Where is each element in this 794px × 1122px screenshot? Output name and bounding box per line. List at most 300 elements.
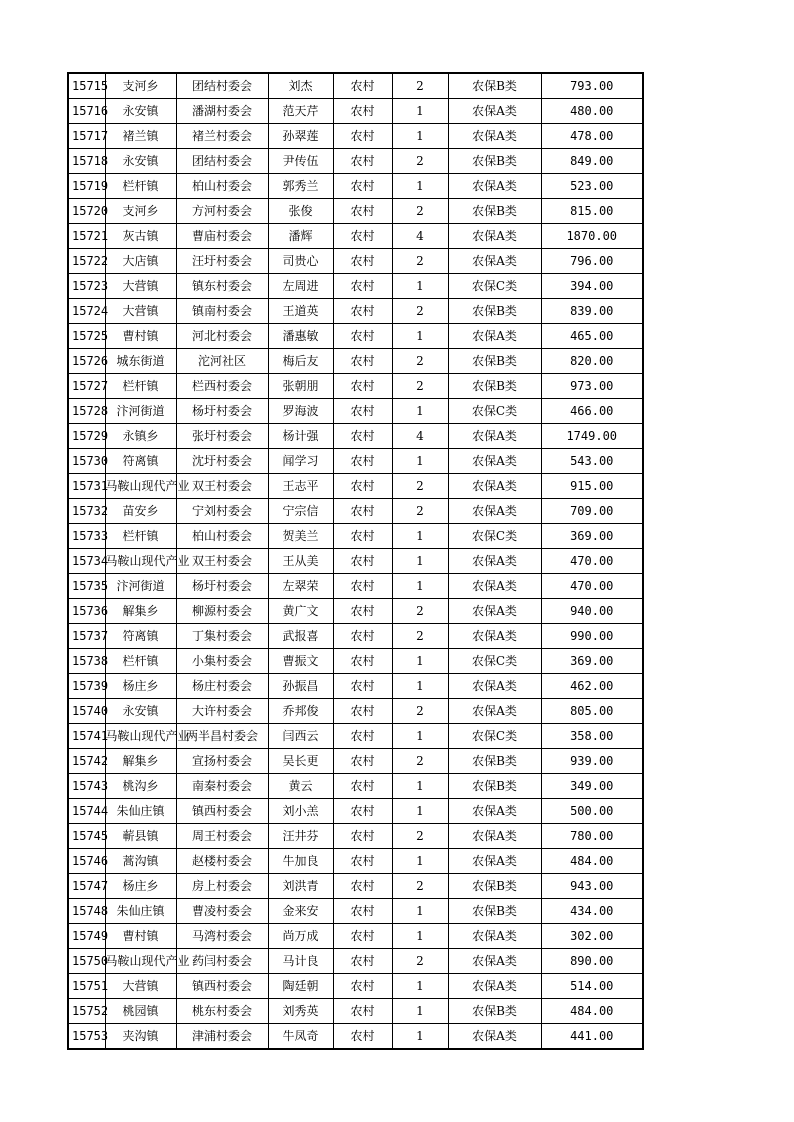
category-cell: 农保A类 (448, 699, 541, 724)
area-type-cell: 农村 (333, 73, 392, 99)
name-cell: 武报喜 (268, 624, 333, 649)
row-number: 15718 (68, 149, 105, 174)
household-size-cell: 2 (392, 299, 448, 324)
area-type-cell: 农村 (333, 699, 392, 724)
area-type-cell: 农村 (333, 774, 392, 799)
household-size-cell: 1 (392, 999, 448, 1024)
area-type-cell: 农村 (333, 849, 392, 874)
town-cell: 汴河街道 (105, 399, 176, 424)
table-row (68, 274, 643, 299)
village-cell: 柏山村委会 (176, 524, 268, 549)
household-size-cell: 2 (392, 624, 448, 649)
row-number: 15735 (68, 574, 105, 599)
table-row (68, 899, 643, 924)
village-cell: 团结村委会 (176, 149, 268, 174)
table-row (68, 99, 643, 124)
amount-cell: 943.00 (541, 874, 643, 899)
name-cell: 潘惠敏 (268, 324, 333, 349)
household-size-cell: 1 (392, 899, 448, 924)
name-cell: 孙振昌 (268, 674, 333, 699)
name-cell: 陶廷朝 (268, 974, 333, 999)
category-cell: 农保B类 (448, 299, 541, 324)
table-row (68, 424, 643, 449)
name-cell: 左翠荣 (268, 574, 333, 599)
town-cell: 褚兰镇 (105, 124, 176, 149)
village-cell: 沱河社区 (176, 349, 268, 374)
household-size-cell: 1 (392, 99, 448, 124)
row-number: 15728 (68, 399, 105, 424)
amount-cell: 815.00 (541, 199, 643, 224)
village-cell: 丁集村委会 (176, 624, 268, 649)
category-cell: 农保C类 (448, 524, 541, 549)
category-cell: 农保B类 (448, 874, 541, 899)
amount-cell: 349.00 (541, 774, 643, 799)
town-cell: 夹沟镇 (105, 1024, 176, 1050)
household-size-cell: 1 (392, 724, 448, 749)
household-size-cell: 2 (392, 73, 448, 99)
village-cell: 宣扬村委会 (176, 749, 268, 774)
table-row (68, 624, 643, 649)
table-row (68, 849, 643, 874)
row-number: 15745 (68, 824, 105, 849)
category-cell: 农保A类 (448, 574, 541, 599)
town-cell: 朱仙庄镇 (105, 799, 176, 824)
village-cell: 马湾村委会 (176, 924, 268, 949)
town-cell: 朱仙庄镇 (105, 899, 176, 924)
town-cell: 灰古镇 (105, 224, 176, 249)
row-number: 15717 (68, 124, 105, 149)
village-cell: 南秦村委会 (176, 774, 268, 799)
row-number: 15738 (68, 649, 105, 674)
town-cell: 汴河街道 (105, 574, 176, 599)
area-type-cell: 农村 (333, 599, 392, 624)
name-cell: 闫西云 (268, 724, 333, 749)
row-number: 15716 (68, 99, 105, 124)
amount-cell: 805.00 (541, 699, 643, 724)
household-size-cell: 2 (392, 349, 448, 374)
area-type-cell: 农村 (333, 399, 392, 424)
table-row (68, 574, 643, 599)
village-cell: 柳源村委会 (176, 599, 268, 624)
category-cell: 农保A类 (448, 824, 541, 849)
category-cell: 农保B类 (448, 749, 541, 774)
table-row (68, 299, 643, 324)
row-number: 15741 (68, 724, 105, 749)
area-type-cell: 农村 (333, 449, 392, 474)
table-row (68, 724, 643, 749)
name-cell: 王道英 (268, 299, 333, 324)
amount-cell: 500.00 (541, 799, 643, 824)
town-cell: 解集乡 (105, 599, 176, 624)
household-size-cell: 2 (392, 149, 448, 174)
row-number: 15742 (68, 749, 105, 774)
household-size-cell: 1 (392, 674, 448, 699)
amount-cell: 484.00 (541, 849, 643, 874)
town-cell: 桃园镇 (105, 999, 176, 1024)
town-cell: 永安镇 (105, 699, 176, 724)
table-row (68, 324, 643, 349)
category-cell: 农保A类 (448, 99, 541, 124)
village-cell: 药闫村委会 (176, 949, 268, 974)
row-number: 15723 (68, 274, 105, 299)
household-size-cell: 1 (392, 549, 448, 574)
row-number: 15725 (68, 324, 105, 349)
household-size-cell: 2 (392, 599, 448, 624)
category-cell: 农保B类 (448, 774, 541, 799)
name-cell: 牛凤奇 (268, 1024, 333, 1050)
area-type-cell: 农村 (333, 649, 392, 674)
name-cell: 刘秀英 (268, 999, 333, 1024)
name-cell: 尹传伍 (268, 149, 333, 174)
town-cell: 永镇乡 (105, 424, 176, 449)
name-cell: 曹振文 (268, 649, 333, 674)
name-cell: 左周进 (268, 274, 333, 299)
town-cell: 桃沟乡 (105, 774, 176, 799)
row-number: 15732 (68, 499, 105, 524)
category-cell: 农保A类 (448, 1024, 541, 1050)
area-type-cell: 农村 (333, 299, 392, 324)
area-type-cell: 农村 (333, 224, 392, 249)
table-row (68, 374, 643, 399)
town-cell: 马鞍山现代产业 (105, 724, 176, 749)
town-cell: 大营镇 (105, 299, 176, 324)
household-size-cell: 2 (392, 949, 448, 974)
name-cell: 吴长更 (268, 749, 333, 774)
table-row (68, 749, 643, 774)
table-row (68, 799, 643, 824)
row-number: 15748 (68, 899, 105, 924)
town-cell: 栏杆镇 (105, 649, 176, 674)
household-size-cell: 2 (392, 874, 448, 899)
name-cell: 黄广文 (268, 599, 333, 624)
area-type-cell: 农村 (333, 274, 392, 299)
table-row (68, 774, 643, 799)
name-cell: 刘小羔 (268, 799, 333, 824)
household-size-cell: 1 (392, 274, 448, 299)
name-cell: 郭秀兰 (268, 174, 333, 199)
table-row (68, 149, 643, 174)
village-cell: 栏西村委会 (176, 374, 268, 399)
table-row (68, 824, 643, 849)
table-row (68, 974, 643, 999)
table-row (68, 524, 643, 549)
village-cell: 宁刘村委会 (176, 499, 268, 524)
name-cell: 张俊 (268, 199, 333, 224)
town-cell: 城东街道 (105, 349, 176, 374)
name-cell: 乔邦俊 (268, 699, 333, 724)
amount-cell: 543.00 (541, 449, 643, 474)
amount-cell: 890.00 (541, 949, 643, 974)
area-type-cell: 农村 (333, 249, 392, 274)
household-size-cell: 1 (392, 399, 448, 424)
amount-cell: 394.00 (541, 274, 643, 299)
household-size-cell: 2 (392, 499, 448, 524)
name-cell: 刘洪青 (268, 874, 333, 899)
table-row (68, 599, 643, 624)
town-cell: 大店镇 (105, 249, 176, 274)
area-type-cell: 农村 (333, 949, 392, 974)
name-cell: 孙翠莲 (268, 124, 333, 149)
village-cell: 杨庄村委会 (176, 674, 268, 699)
area-type-cell: 农村 (333, 749, 392, 774)
village-cell: 汪圩村委会 (176, 249, 268, 274)
category-cell: 农保A类 (448, 974, 541, 999)
household-size-cell: 1 (392, 649, 448, 674)
household-size-cell: 1 (392, 849, 448, 874)
category-cell: 农保A类 (448, 549, 541, 574)
village-cell: 赵楼村委会 (176, 849, 268, 874)
household-size-cell: 2 (392, 374, 448, 399)
row-number: 15752 (68, 999, 105, 1024)
table-row (68, 399, 643, 424)
category-cell: 农保A类 (448, 474, 541, 499)
category-cell: 农保B类 (448, 899, 541, 924)
category-cell: 农保A类 (448, 249, 541, 274)
town-cell: 曹村镇 (105, 924, 176, 949)
amount-cell: 462.00 (541, 674, 643, 699)
category-cell: 农保A类 (448, 224, 541, 249)
town-cell: 大营镇 (105, 274, 176, 299)
table-row (68, 1024, 643, 1050)
row-number: 15730 (68, 449, 105, 474)
village-cell: 双王村委会 (176, 549, 268, 574)
village-cell: 张圩村委会 (176, 424, 268, 449)
row-number: 15729 (68, 424, 105, 449)
category-cell: 农保A类 (448, 324, 541, 349)
amount-cell: 441.00 (541, 1024, 643, 1050)
category-cell: 农保A类 (448, 599, 541, 624)
area-type-cell: 农村 (333, 999, 392, 1024)
amount-cell: 1749.00 (541, 424, 643, 449)
area-type-cell: 农村 (333, 799, 392, 824)
row-number: 15719 (68, 174, 105, 199)
row-number: 15740 (68, 699, 105, 724)
amount-cell: 434.00 (541, 899, 643, 924)
category-cell: 农保A类 (448, 424, 541, 449)
amount-cell: 939.00 (541, 749, 643, 774)
household-size-cell: 1 (392, 974, 448, 999)
name-cell: 马计良 (268, 949, 333, 974)
household-size-cell: 1 (392, 774, 448, 799)
row-number: 15722 (68, 249, 105, 274)
name-cell: 金来安 (268, 899, 333, 924)
name-cell: 潘辉 (268, 224, 333, 249)
table-row (68, 224, 643, 249)
amount-cell: 369.00 (541, 524, 643, 549)
name-cell: 司贵心 (268, 249, 333, 274)
name-cell: 闻学习 (268, 449, 333, 474)
town-cell: 解集乡 (105, 749, 176, 774)
area-type-cell: 农村 (333, 899, 392, 924)
household-size-cell: 2 (392, 749, 448, 774)
amount-cell: 523.00 (541, 174, 643, 199)
area-type-cell: 农村 (333, 474, 392, 499)
row-number: 15750 (68, 949, 105, 974)
category-cell: 农保A类 (448, 849, 541, 874)
name-cell: 宁宗信 (268, 499, 333, 524)
category-cell: 农保B类 (448, 149, 541, 174)
row-number: 15746 (68, 849, 105, 874)
village-cell: 杨圩村委会 (176, 399, 268, 424)
row-number: 15733 (68, 524, 105, 549)
area-type-cell: 农村 (333, 574, 392, 599)
village-cell: 曹凌村委会 (176, 899, 268, 924)
town-cell: 支河乡 (105, 199, 176, 224)
amount-cell: 514.00 (541, 974, 643, 999)
category-cell: 农保C类 (448, 399, 541, 424)
area-type-cell: 农村 (333, 324, 392, 349)
area-type-cell: 农村 (333, 724, 392, 749)
row-number: 15744 (68, 799, 105, 824)
table-body (68, 73, 643, 1049)
name-cell: 王志平 (268, 474, 333, 499)
household-size-cell: 2 (392, 699, 448, 724)
area-type-cell: 农村 (333, 674, 392, 699)
name-cell: 范天芹 (268, 99, 333, 124)
area-type-cell: 农村 (333, 549, 392, 574)
town-cell: 马鞍山现代产业 (105, 474, 176, 499)
table-row (68, 549, 643, 574)
amount-cell: 470.00 (541, 574, 643, 599)
village-cell: 镇南村委会 (176, 299, 268, 324)
row-number: 15715 (68, 73, 105, 99)
town-cell: 栏杆镇 (105, 174, 176, 199)
amount-cell: 470.00 (541, 549, 643, 574)
town-cell: 大营镇 (105, 974, 176, 999)
table-row (68, 249, 643, 274)
category-cell: 农保A类 (448, 449, 541, 474)
area-type-cell: 农村 (333, 924, 392, 949)
table-row (68, 474, 643, 499)
category-cell: 农保C类 (448, 724, 541, 749)
name-cell: 杨计强 (268, 424, 333, 449)
category-cell: 农保A类 (448, 174, 541, 199)
area-type-cell: 农村 (333, 199, 392, 224)
amount-cell: 466.00 (541, 399, 643, 424)
amount-cell: 849.00 (541, 149, 643, 174)
town-cell: 符离镇 (105, 624, 176, 649)
village-cell: 杨圩村委会 (176, 574, 268, 599)
table-row (68, 349, 643, 374)
table-row (68, 674, 643, 699)
village-cell: 房上村委会 (176, 874, 268, 899)
category-cell: 农保C类 (448, 649, 541, 674)
town-cell: 马鞍山现代产业 (105, 549, 176, 574)
table-row (68, 649, 643, 674)
row-number: 15724 (68, 299, 105, 324)
household-size-cell: 2 (392, 824, 448, 849)
name-cell: 贺美兰 (268, 524, 333, 549)
household-size-cell: 1 (392, 574, 448, 599)
village-cell: 柏山村委会 (176, 174, 268, 199)
category-cell: 农保B类 (448, 374, 541, 399)
name-cell: 汪井芬 (268, 824, 333, 849)
amount-cell: 358.00 (541, 724, 643, 749)
category-cell: 农保A类 (448, 624, 541, 649)
town-cell: 蕲县镇 (105, 824, 176, 849)
category-cell: 农保C类 (448, 274, 541, 299)
amount-cell: 793.00 (541, 73, 643, 99)
table-row (68, 699, 643, 724)
town-cell: 永安镇 (105, 149, 176, 174)
table-row (68, 949, 643, 974)
area-type-cell: 农村 (333, 374, 392, 399)
area-type-cell: 农村 (333, 424, 392, 449)
table-row (68, 874, 643, 899)
village-cell: 潘湖村委会 (176, 99, 268, 124)
table-row (68, 924, 643, 949)
household-size-cell: 1 (392, 924, 448, 949)
area-type-cell: 农村 (333, 149, 392, 174)
name-cell: 梅后友 (268, 349, 333, 374)
area-type-cell: 农村 (333, 1024, 392, 1050)
town-cell: 马鞍山现代产业 (105, 949, 176, 974)
row-number: 15721 (68, 224, 105, 249)
town-cell: 杨庄乡 (105, 874, 176, 899)
household-size-cell: 2 (392, 474, 448, 499)
name-cell: 牛加良 (268, 849, 333, 874)
table-row (68, 499, 643, 524)
category-cell: 农保B类 (448, 349, 541, 374)
village-cell: 双王村委会 (176, 474, 268, 499)
area-type-cell: 农村 (333, 349, 392, 374)
village-cell: 褚兰村委会 (176, 124, 268, 149)
town-cell: 栏杆镇 (105, 524, 176, 549)
town-cell: 栏杆镇 (105, 374, 176, 399)
village-cell: 镇西村委会 (176, 974, 268, 999)
village-cell: 两半昌村委会 (176, 724, 268, 749)
amount-cell: 480.00 (541, 99, 643, 124)
name-cell: 张朝朋 (268, 374, 333, 399)
table-row (68, 449, 643, 474)
village-cell: 大许村委会 (176, 699, 268, 724)
row-number: 15739 (68, 674, 105, 699)
row-number: 15751 (68, 974, 105, 999)
category-cell: 农保A类 (448, 499, 541, 524)
category-cell: 农保A类 (448, 674, 541, 699)
village-cell: 团结村委会 (176, 73, 268, 99)
village-cell: 周王村委会 (176, 824, 268, 849)
area-type-cell: 农村 (333, 99, 392, 124)
area-type-cell: 农村 (333, 499, 392, 524)
village-cell: 河北村委会 (176, 324, 268, 349)
town-cell: 曹村镇 (105, 324, 176, 349)
amount-cell: 465.00 (541, 324, 643, 349)
amount-cell: 940.00 (541, 599, 643, 624)
amount-cell: 990.00 (541, 624, 643, 649)
village-cell: 方河村委会 (176, 199, 268, 224)
area-type-cell: 农村 (333, 874, 392, 899)
row-number: 15731 (68, 474, 105, 499)
amount-cell: 302.00 (541, 924, 643, 949)
area-type-cell: 农村 (333, 174, 392, 199)
area-type-cell: 农村 (333, 124, 392, 149)
household-size-cell: 4 (392, 224, 448, 249)
category-cell: 农保A类 (448, 799, 541, 824)
category-cell: 农保A类 (448, 924, 541, 949)
row-number: 15747 (68, 874, 105, 899)
name-cell: 刘杰 (268, 73, 333, 99)
table-row (68, 174, 643, 199)
town-cell: 符离镇 (105, 449, 176, 474)
category-cell: 农保A类 (448, 949, 541, 974)
table-row (68, 199, 643, 224)
household-size-cell: 4 (392, 424, 448, 449)
village-cell: 曹庙村委会 (176, 224, 268, 249)
row-number: 15727 (68, 374, 105, 399)
town-cell: 蒿沟镇 (105, 849, 176, 874)
town-cell: 支河乡 (105, 73, 176, 99)
